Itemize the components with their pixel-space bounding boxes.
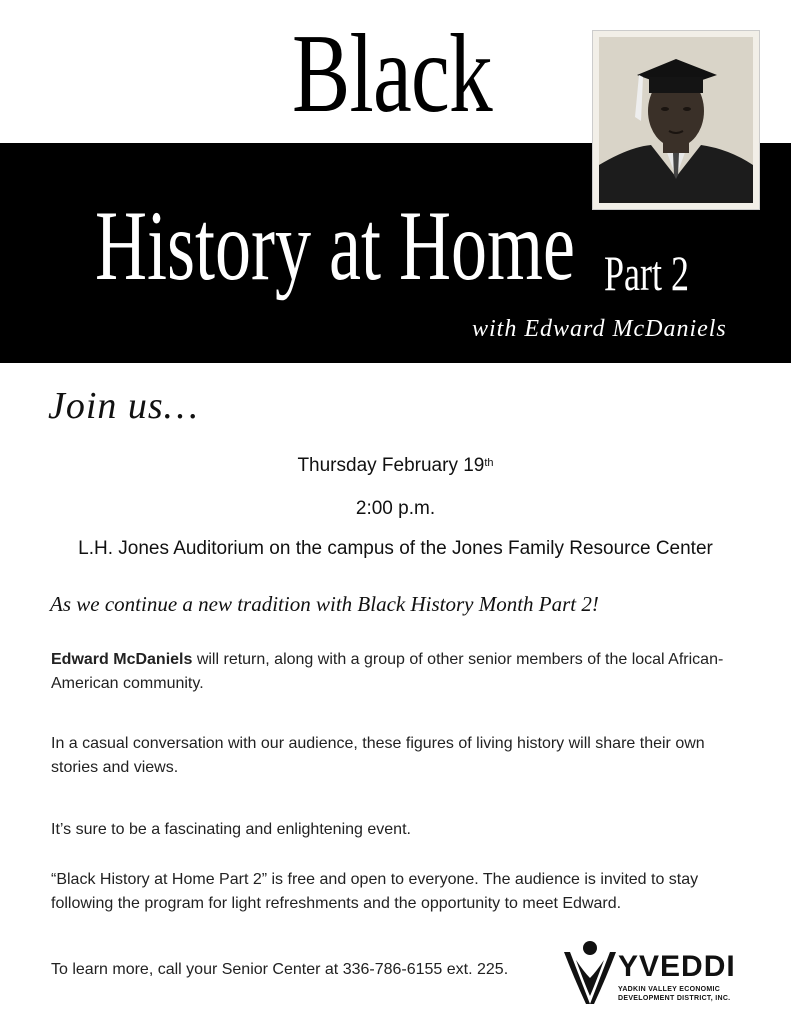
paragraph-conversation: In a casual conversation with our audience, these figures of living history will share their own stories and views. [51, 735, 705, 776]
logo-name: YVEDDI [618, 950, 736, 983]
date-suffix: th [484, 457, 494, 469]
contact-info: To learn more, call your Senior Center at 336-786-6155 ext. 225. [51, 961, 509, 978]
paragraph-return: Edward McDaniels will return, along with a group of other senior members of the local African-American community. [51, 651, 724, 692]
graduation-portrait-photo [592, 30, 760, 210]
paragraph-fascinating: It’s sure to be a fascinating and enlightening event. [51, 821, 411, 838]
paragraph-free-event: “Black History at Home Part 2” is free and open to everyone. The audience is invited to stay following the program for light refreshments and the opportunity to meet Edward. [51, 871, 699, 912]
event-date: Thursday February 19th [297, 455, 494, 476]
event-time: 2:00 p.m. [355, 498, 436, 519]
title-part: Part 2 [604, 245, 689, 301]
join-us-heading: Join us… [48, 385, 199, 427]
title-history-at-home: History at Home [95, 190, 575, 301]
speaker-name: Edward McDaniels [51, 651, 193, 668]
title-black: Black [292, 12, 492, 136]
logo-subtitle: YADKIN VALLEY ECONOMIC DEVELOPMENT DISTRICT, INC. [618, 986, 731, 1002]
event-venue: L.H. Jones Auditorium on the campus of the Jones Family Resource Center [78, 538, 713, 559]
subtitle-with: with Edward McDaniels [472, 316, 727, 342]
tagline: As we continue a new tradition with Black History Month Part 2! [50, 592, 599, 616]
